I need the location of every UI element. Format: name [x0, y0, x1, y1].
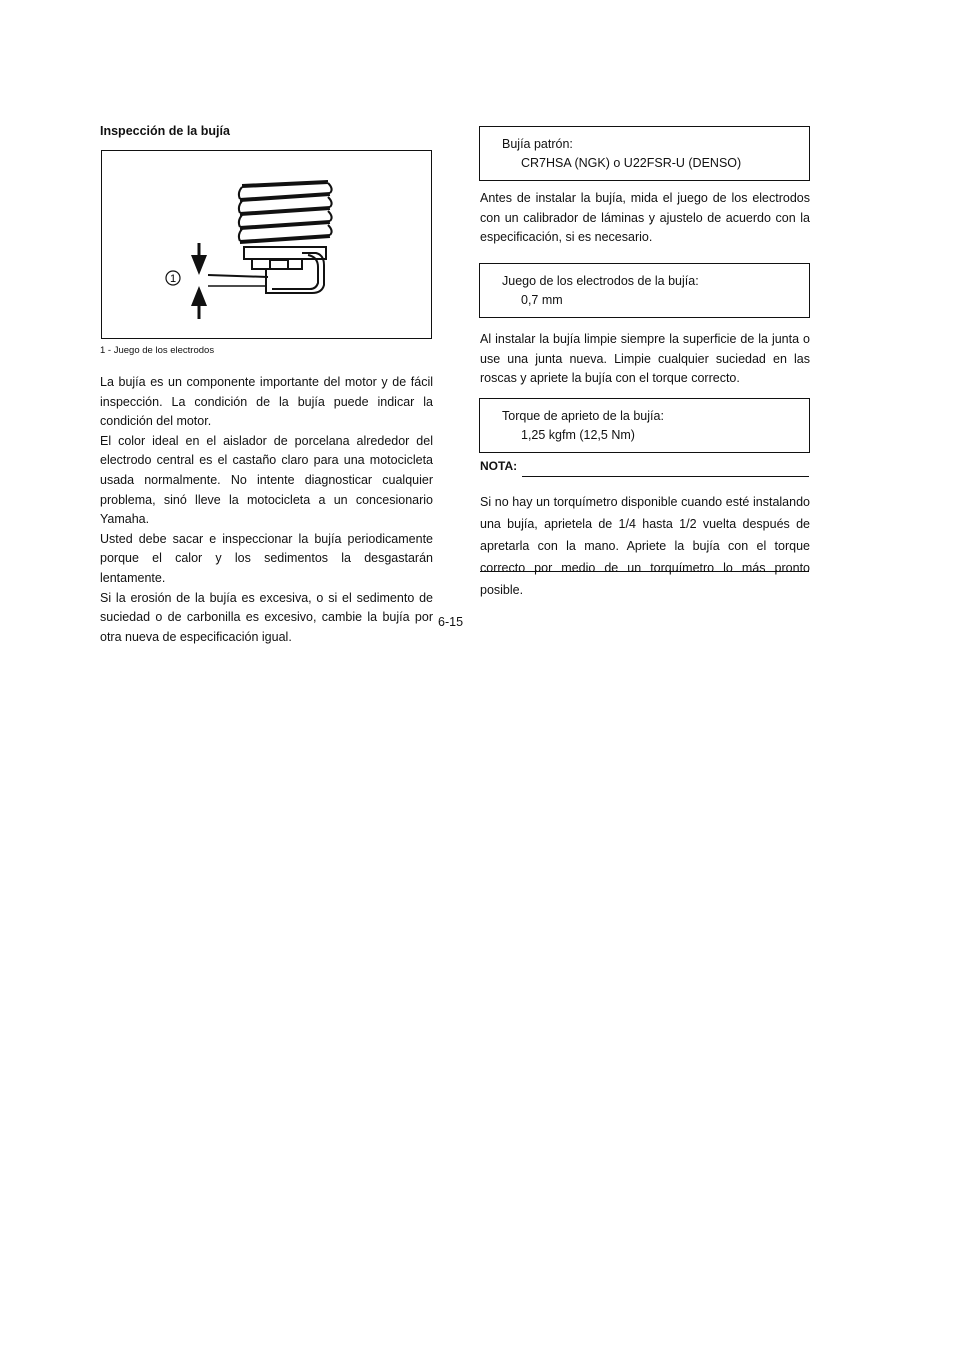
paragraph: El color ideal en el aislador de porcelana alrededor del electrodo central es el castaño claro para una motocicleta usada normalmente. No intente diagnosticar cualquier problema, sinó lleve la motocicleta a un concesionario Yamaha.: [100, 433, 433, 527]
paragraph: Antes de instalar la bujía, mida el juego de los electrodos con un calibrador de láminas y ajustelo de acuerdo con la especificación, si es necesario.: [480, 191, 810, 245]
spec-box-electrode-gap: [479, 263, 810, 318]
spec-value: CR7HSA (NGK) o U22FSR-U (DENSO): [521, 156, 742, 170]
spec-box-torque: [479, 398, 810, 453]
left-column-text: [100, 373, 433, 647]
plug-threads: [239, 181, 332, 243]
callout-number: 1: [169, 273, 177, 285]
spec-label: Juego de los electrodos de la bujía:: [502, 274, 699, 288]
paragraph: La bujía es un componente importante del motor y de fácil inspección. La condición de la bujía puede indicar la condición del motor.: [100, 375, 433, 429]
note-label: NOTA:: [480, 459, 518, 473]
spec-box-standard-plug: [479, 126, 810, 181]
spec-value: 0,7 mm: [521, 293, 563, 307]
spark-plug-drawing: [102, 151, 431, 338]
note-end-rule: [480, 571, 809, 572]
figure-caption: 1 - Juego de los electrodos: [100, 345, 215, 356]
center-electrode: [208, 275, 268, 277]
section-title: Inspección de la bujía: [100, 124, 230, 138]
paragraph: Si la erosión de la bujía es excesiva, o si el sedimento de suciedad o de carbonilla es excesivo, cambie la bujía por otra nueva de especificación igual.: [100, 590, 433, 644]
note-rule: [522, 476, 809, 477]
gap-arrow-up: [191, 286, 207, 319]
spark-plug-illustration: [101, 150, 432, 339]
spec-value: 1,25 kgfm (12,5 Nm): [521, 428, 635, 442]
paragraph: Al instalar la bujía limpie siempre la superficie de la junta o use una junta nueva. Limpie cualquier suciedad en las roscas y apriete la bujía con el torque correcto.: [480, 332, 810, 386]
note-text: Si no hay un torquímetro disponible cuando esté instalando una bujía, aprietela de 1/4 hasta 1/2 vuelta después de apretarla con la mano. Apriete la bujía con el torque correcto por medio de un torquímetro lo más pronto posible.: [480, 495, 810, 597]
page-number: 6-15: [438, 615, 464, 629]
spec-label: Bujía patrón:: [502, 137, 573, 151]
gap-arrow-down: [191, 243, 207, 275]
spec-label: Torque de aprieto de la bujía:: [502, 409, 664, 423]
paragraph: Usted debe sacar e inspeccionar la bujía periodicamente porque el calor y los sedimentos la desgastarán lentamente.: [100, 531, 433, 585]
